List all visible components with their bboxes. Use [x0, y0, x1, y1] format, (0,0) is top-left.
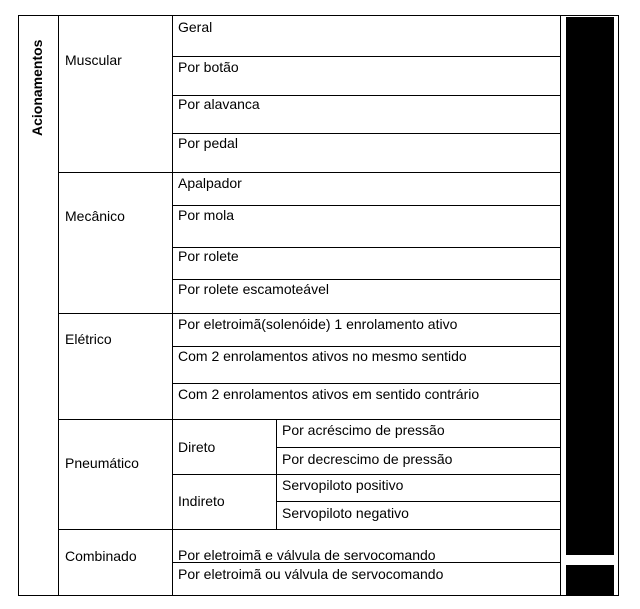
- subgroup-label: Indireto: [178, 493, 225, 509]
- row-divider: [172, 133, 561, 134]
- item-label: Por alavanca: [178, 96, 260, 112]
- symbol-column-fill: [566, 17, 614, 555]
- row-divider: [172, 346, 561, 347]
- item-label: Por mola: [178, 207, 235, 223]
- row-divider: [172, 279, 561, 280]
- item-label: Servopiloto positivo: [282, 477, 404, 493]
- item-label: Por rolete: [178, 248, 239, 264]
- item-label: Por pedal: [178, 135, 238, 151]
- item-label: Com 2 enrolamentos ativos no mesmo sentido: [178, 348, 467, 364]
- item-label: Por eletroimã ou válvula de servocomando: [178, 566, 444, 582]
- divider-category: [172, 15, 173, 596]
- row-divider: [172, 474, 561, 475]
- item-label: Apalpador: [178, 175, 242, 191]
- item-label: Por acréscimo de pressão: [282, 422, 445, 438]
- category-label: Muscular: [65, 52, 122, 68]
- item-label: Por botão: [178, 59, 239, 75]
- category-label: Combinado: [65, 548, 137, 564]
- row-divider: [172, 383, 561, 384]
- side-label: Acionamentos: [29, 39, 45, 136]
- category-label: Pneumático: [65, 455, 139, 471]
- row-divider: [276, 501, 561, 502]
- item-label: Por rolete escamoteável: [178, 281, 329, 297]
- row-divider: [172, 205, 561, 206]
- symbol-column-fill: [566, 565, 614, 596]
- row-divider: [58, 313, 561, 314]
- row-divider: [58, 172, 561, 173]
- row-divider: [276, 447, 561, 448]
- subgroup-label: Direto: [178, 439, 216, 455]
- category-label: Elétrico: [65, 331, 112, 347]
- row-divider: [58, 529, 561, 530]
- divider-symbol: [560, 15, 561, 596]
- category-label: Mecânico: [65, 208, 125, 224]
- divider-pneumatic-sub: [276, 420, 277, 530]
- item-label: Com 2 enrolamentos ativos em sentido contrário: [178, 386, 480, 402]
- item-label: Por decrescimo de pressão: [282, 451, 453, 467]
- divider-side: [58, 15, 59, 596]
- item-label: Por eletroimã e válvula de servocomando: [178, 547, 436, 563]
- row-divider: [58, 419, 561, 420]
- row-divider: [172, 56, 561, 57]
- item-label: Por eletroimã(solenóide) 1 enrolamento ativo: [178, 316, 458, 332]
- item-label: Servopiloto negativo: [282, 505, 409, 521]
- item-label: Geral: [178, 19, 213, 35]
